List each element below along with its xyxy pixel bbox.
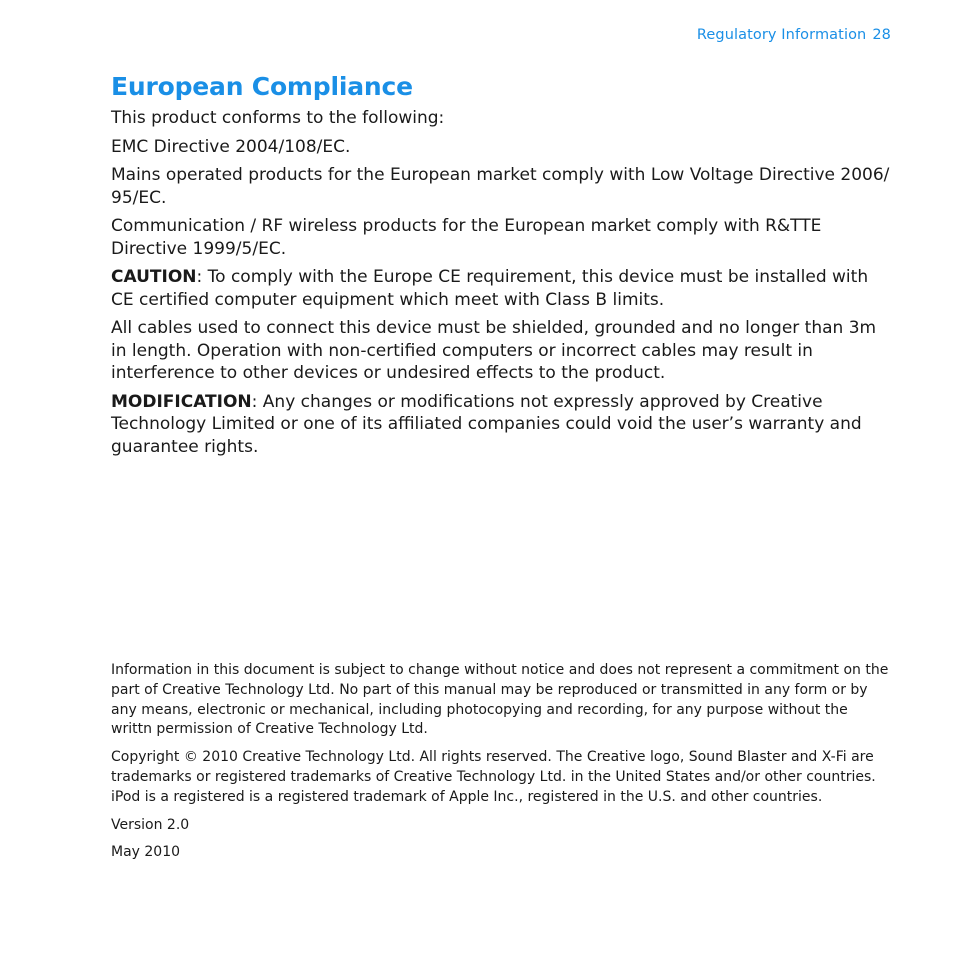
emc-paragraph: EMC Directive 2004/108/EC. [111,136,351,157]
modification-paragraph [111,391,893,459]
caution-paragraph [111,266,893,311]
version-text: Version 2.0 [111,816,190,833]
modification-label: MODIFICATION [111,391,252,412]
rf-paragraph: Communication / RF wireless products for the European market comply with R&TTE Directive 1999/5/EC. [111,216,822,259]
cables-paragraph: All cables used to connect this device must be shielded, grounded and no longer than 3m in length. Operation with non-certified computers or incorrect cables may result in interference to other devices or undesired effects to the product. [111,318,877,383]
footer-notices [111,661,893,871]
main-content [111,71,893,464]
mains-paragraph: Mains operated products for the European market comply with Low Voltage Directive 2006/ 95/EC. [111,165,890,208]
intro-paragraph: This product conforms to the following: [111,108,445,128]
date-text: May 2010 [111,844,181,861]
caution-text: : To comply with the Europe CE requirement, this device must be installed with CE certified computer equipment which meet with Class B limits. [111,267,869,310]
modification-text: : Any changes or modifications not expressly approved by Creative Technology Limited or one of its affiliated companies could void the user’s warranty and guarantee rights. [111,391,862,457]
page-number: 28 [872,27,891,43]
header-section-title: Regulatory Information [696,27,867,43]
page-title: European Compliance [111,72,413,101]
running-header [697,27,891,43]
disclaimer-paragraph: Information in this document is subject to change without notice and does not represent a commitment on the part of Creative Technology Ltd. No part of this manual may be reproduced or transmitted in any form or by any means, electronic or mechanical, including photocopying and recording, for any purpose without the writtn permission of Creative Technology Ltd. [111,662,889,738]
caution-label: CAUTION [111,267,197,287]
copyright-paragraph: Copyright © 2010 Creative Technology Ltd. All rights reserved. The Creative logo, Sound Blaster and X-Fi are trademarks or registered trademarks of Creative Technology Ltd. in the United States and/or other countries. iPod is a registered is a registered trademark of Apple Inc., registered in the U.S. and other countries. [111,749,876,805]
